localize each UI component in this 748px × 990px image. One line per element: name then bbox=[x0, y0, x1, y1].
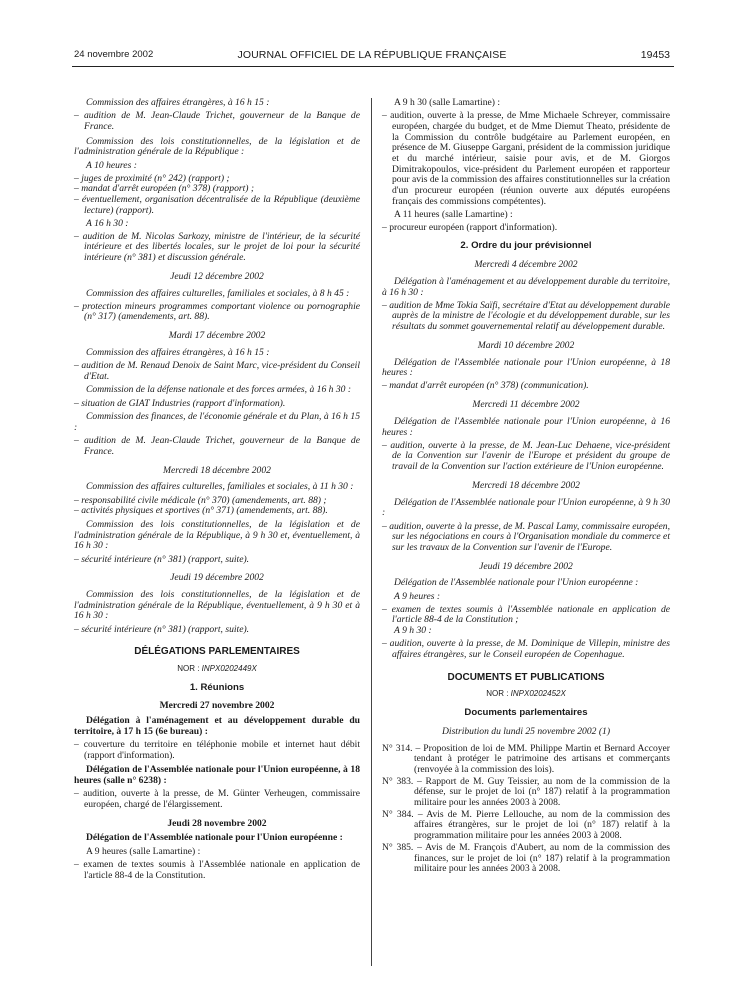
page-header bbox=[74, 49, 670, 63]
paragraph: Commission de la défense nationale et des forces armées, à 16 h 30 : bbox=[86, 384, 352, 396]
date-heading: Mercredi 11 décembre 2002 bbox=[472, 399, 580, 411]
distribution-date: Distribution du lundi 25 novembre 2002 (1) bbox=[441, 725, 611, 737]
date-heading: Mercredi 18 décembre 2002 bbox=[472, 479, 580, 491]
list-item: – audition, ouverte à la presse, de M. Günter Verheugen, commissaire européen, chargé de l'élargissement. bbox=[74, 788, 360, 811]
document-item: N° 314. – Proposition de loi de MM. Philippe Martin et Bernard Accoyer tendant à protéger le patrimoine des artisans et commerçants (renvoyée à la commission des lois). bbox=[382, 742, 670, 775]
subsection-title: 1. Réunions bbox=[189, 681, 245, 693]
paragraph: Délégation à l'aménagement et au développement durable du territoire, à 16 h 30 : bbox=[382, 275, 670, 298]
paragraph: Délégation de l'Assemblée nationale pour l'Union européenne, à 9 h 30 : bbox=[382, 496, 670, 519]
list-item: – protection mineurs programmes comportant violence ou pornographie (n° 317) (amendements, art. 88). bbox=[74, 300, 360, 323]
paragraph: Commission des affaires étrangères, à 16 h 15 : bbox=[86, 346, 270, 358]
list-item: – audition de M. Jean-Claude Trichet, gouverneur de la Banque de France. bbox=[74, 435, 360, 457]
paragraph: Délégation de l'Assemblée nationale pour l'Union européenne, à 18 heures : bbox=[382, 356, 670, 379]
list-item: – audition, ouverte à la presse, de M. Dominique de Villepin, ministre des affaires étrangères, sur le Conseil européen de Copenhague. bbox=[382, 638, 670, 661]
page-number: 19453 bbox=[640, 49, 670, 61]
left-column bbox=[74, 98, 360, 881]
journal-title: JOURNAL OFFICIEL DE LA RÉPUBLIQUE FRANÇAISE bbox=[237, 49, 507, 61]
subsection-title: 2. Ordre du jour prévisionnel bbox=[460, 240, 592, 252]
list-item: – couverture du territoire en téléphonie mobile et internet haut débit (rapport d'information). bbox=[74, 739, 360, 761]
list-item: – examen de textes soumis à l'Assemblée nationale en application de l'article 88-4 de la Constitution. bbox=[74, 858, 360, 881]
paragraph: Commission des lois constitutionnelles, de la législation et de l'administration générale de la République, à 9 h 30 et, éventuellement, à 16 h 30 : bbox=[74, 519, 360, 552]
column-separator bbox=[371, 98, 372, 966]
nor-code: INPX0202452X bbox=[510, 689, 566, 699]
list-item: – mandat d'arrêt européen (n° 378) (rapport) ; bbox=[74, 183, 255, 195]
list-item: – juges de proximité (n° 242) (rapport) ; bbox=[74, 172, 230, 184]
date-heading: Jeudi 19 décembre 2002 bbox=[170, 572, 264, 584]
right-column bbox=[382, 98, 670, 876]
nor-reference bbox=[74, 664, 360, 675]
list-item: – mandat d'arrêt européen (n° 378) (communication). bbox=[382, 380, 589, 392]
list-item: – audition, ouverte à la presse, de M. Jean-Luc Dehaene, vice-président de la Convention sur l'avenir de l'Europe et président du groupe de travail de la Convention sur l'action extérieure de l'Union européenne. bbox=[382, 439, 670, 473]
paragraph: Délégation de l'Assemblée nationale pour l'Union européenne, à 18 heures (salle n° 6238) : bbox=[74, 764, 360, 787]
paragraph: A 9 heures (salle Lamartine) : bbox=[86, 845, 201, 857]
list-item: – audition de M. Renaud Denoix de Saint Marc, vice-président du Conseil d'Etat. bbox=[74, 360, 360, 382]
date-heading: Mardi 10 décembre 2002 bbox=[477, 339, 575, 351]
section-title: DÉLÉGATIONS PARLEMENTAIRES bbox=[134, 646, 300, 658]
paragraph: Commission des lois constitutionnelles, de la législation et de l'administration générale de la République, éventuellement, à 9 h 30 et à 16 h 30 : bbox=[74, 589, 360, 622]
date-heading: Jeudi 19 décembre 2002 bbox=[479, 560, 573, 572]
paragraph: Commission des affaires étrangères, à 16 h 15 : bbox=[86, 97, 270, 108]
date-heading: Jeudi 12 décembre 2002 bbox=[170, 270, 264, 282]
list-item: – procureur européen (rapport d'information). bbox=[382, 221, 558, 233]
paragraph: A 9 heures : bbox=[394, 590, 441, 602]
paragraph: A 11 heures (salle Lamartine) : bbox=[394, 208, 513, 220]
list-item: – responsabilité civile médicale (n° 370) (amendements, art. 88) ; bbox=[74, 494, 327, 506]
list-item: – examen de textes soumis à l'Assemblée nationale en application de l'article 88-4 de la Constitution ; bbox=[382, 603, 670, 626]
paragraph: Commission des affaires culturelles, familiales et sociales, à 11 h 30 : bbox=[86, 481, 354, 493]
nor-label: NOR : bbox=[486, 689, 509, 699]
header-rule bbox=[72, 66, 674, 67]
list-item: – audition, ouverte à la presse, de Mme Michaele Schreyer, commissaire européen, chargée du budget, et de Mme Diemut Theato, présidente de la Commission du contrôle budgétaire au Parlement européen, en présence de M. Giuseppe Gargani, président de la commission juridique et du marché intérieur, saisie pour avis, et de M. Giorgos Dimitrakopoulos, vice-président du Parlement européen et rapporteur pour avis de la commission des affaires constitutionnelles sur la création d'un procureur européen (réunion ouverte aux députés européens français des commissions compétentes). bbox=[382, 110, 670, 207]
paragraph: A 16 h 30 : bbox=[86, 217, 129, 229]
section-title: DOCUMENTS ET PUBLICATIONS bbox=[447, 671, 605, 683]
list-item: – audition de M. Jean-Claude Trichet, gouverneur de la Banque de France. bbox=[74, 110, 360, 132]
date-heading: Mercredi 4 décembre 2002 bbox=[474, 259, 578, 271]
list-item: – audition de Mme Tokia Saïfi, secrétaire d'Etat au développement durable auprès de la ministre de l'écologie et du développement durable, sur les résultats du sommet gouvernemental relatif au développement durable. bbox=[382, 299, 670, 333]
nor-label: NOR : bbox=[177, 664, 200, 674]
paragraph: Commission des affaires culturelles, familiales et sociales, à 8 h 45 : bbox=[86, 287, 350, 299]
list-item: – situation de GIAT Industries (rapport d'information). bbox=[74, 397, 286, 409]
document-item: N° 385. – Avis de M. François d'Aubert, au nom de la commission des finances, sur le projet de loi (n° 187) relatif à la programmation militaire pour les années 2003 à 2008. bbox=[382, 841, 670, 875]
paragraph: Délégation de l'Assemblée nationale pour l'Union européenne : bbox=[86, 832, 343, 844]
list-item: – activités physiques et sportives (n° 371) (amendements, art. 88). bbox=[74, 505, 328, 517]
list-item: – audition, ouverte à la presse, de M. Pascal Lamy, commissaire européen, sur les négociations en cours à l'Organisation mondiale du commerce et sur les travaux de la Convention sur l'avenir de l'Europe. bbox=[382, 520, 670, 553]
nor-code: INPX0202449X bbox=[201, 664, 257, 674]
date-heading: Mercredi 18 décembre 2002 bbox=[163, 464, 271, 476]
paragraph: Commission des finances, de l'économie générale et du Plan, à 16 h 15 : bbox=[74, 411, 360, 434]
date-heading: Mercredi 27 novembre 2002 bbox=[159, 700, 275, 712]
header-date: 24 novembre 2002 bbox=[74, 49, 154, 60]
paragraph: Délégation à l'aménagement et au développement durable du territoire, à 17 h 15 (6e bureau) : bbox=[74, 715, 360, 737]
paragraph: Commission des lois constitutionnelles, de la législation et de l'administration générale de la République : bbox=[74, 135, 360, 158]
paragraph: Délégation de l'Assemblée nationale pour l'Union européenne, à 16 heures : bbox=[382, 415, 670, 438]
document-item: N° 383. – Rapport de M. Guy Teissier, au nom de la commission de la défense, sur le projet de loi (n° 187) relatif à la programmation militaire pour les années 2003 à 2008. bbox=[382, 775, 670, 809]
paragraph: Délégation de l'Assemblée nationale pour l'Union européenne : bbox=[394, 577, 639, 589]
nor-reference bbox=[382, 689, 670, 700]
date-heading: Jeudi 28 novembre 2002 bbox=[167, 817, 267, 829]
subsection-title: Documents parlementaires bbox=[464, 707, 588, 719]
list-item: – audition de M. Nicolas Sarkozy, ministre de l'intérieur, de la sécurité intérieure et des libertés locales, sur le projet de loi pour la sécurité intérieure (n° 381) et discussion générale. bbox=[74, 230, 360, 264]
paragraph: A 10 heures : bbox=[86, 159, 137, 171]
paragraph: A 9 h 30 : bbox=[394, 625, 432, 637]
document-item: N° 384. – Avis de M. Pierre Lellouche, au nom de la commission des affaires étrangères, sur le projet de loi (n° 187) relatif à la programmation militaire pour les années 2003 à 2008. bbox=[382, 808, 670, 842]
list-item: – sécurité intérieure (n° 381) (rapport, suite). bbox=[74, 623, 250, 635]
list-item: – sécurité intérieure (n° 381) (rapport, suite). bbox=[74, 553, 250, 565]
paragraph: A 9 h 30 (salle Lamartine) : bbox=[394, 97, 501, 108]
date-heading: Mardi 17 décembre 2002 bbox=[168, 330, 266, 342]
list-item: – éventuellement, organisation décentralisée de la République (deuxième lecture) (rapport). bbox=[74, 194, 360, 216]
